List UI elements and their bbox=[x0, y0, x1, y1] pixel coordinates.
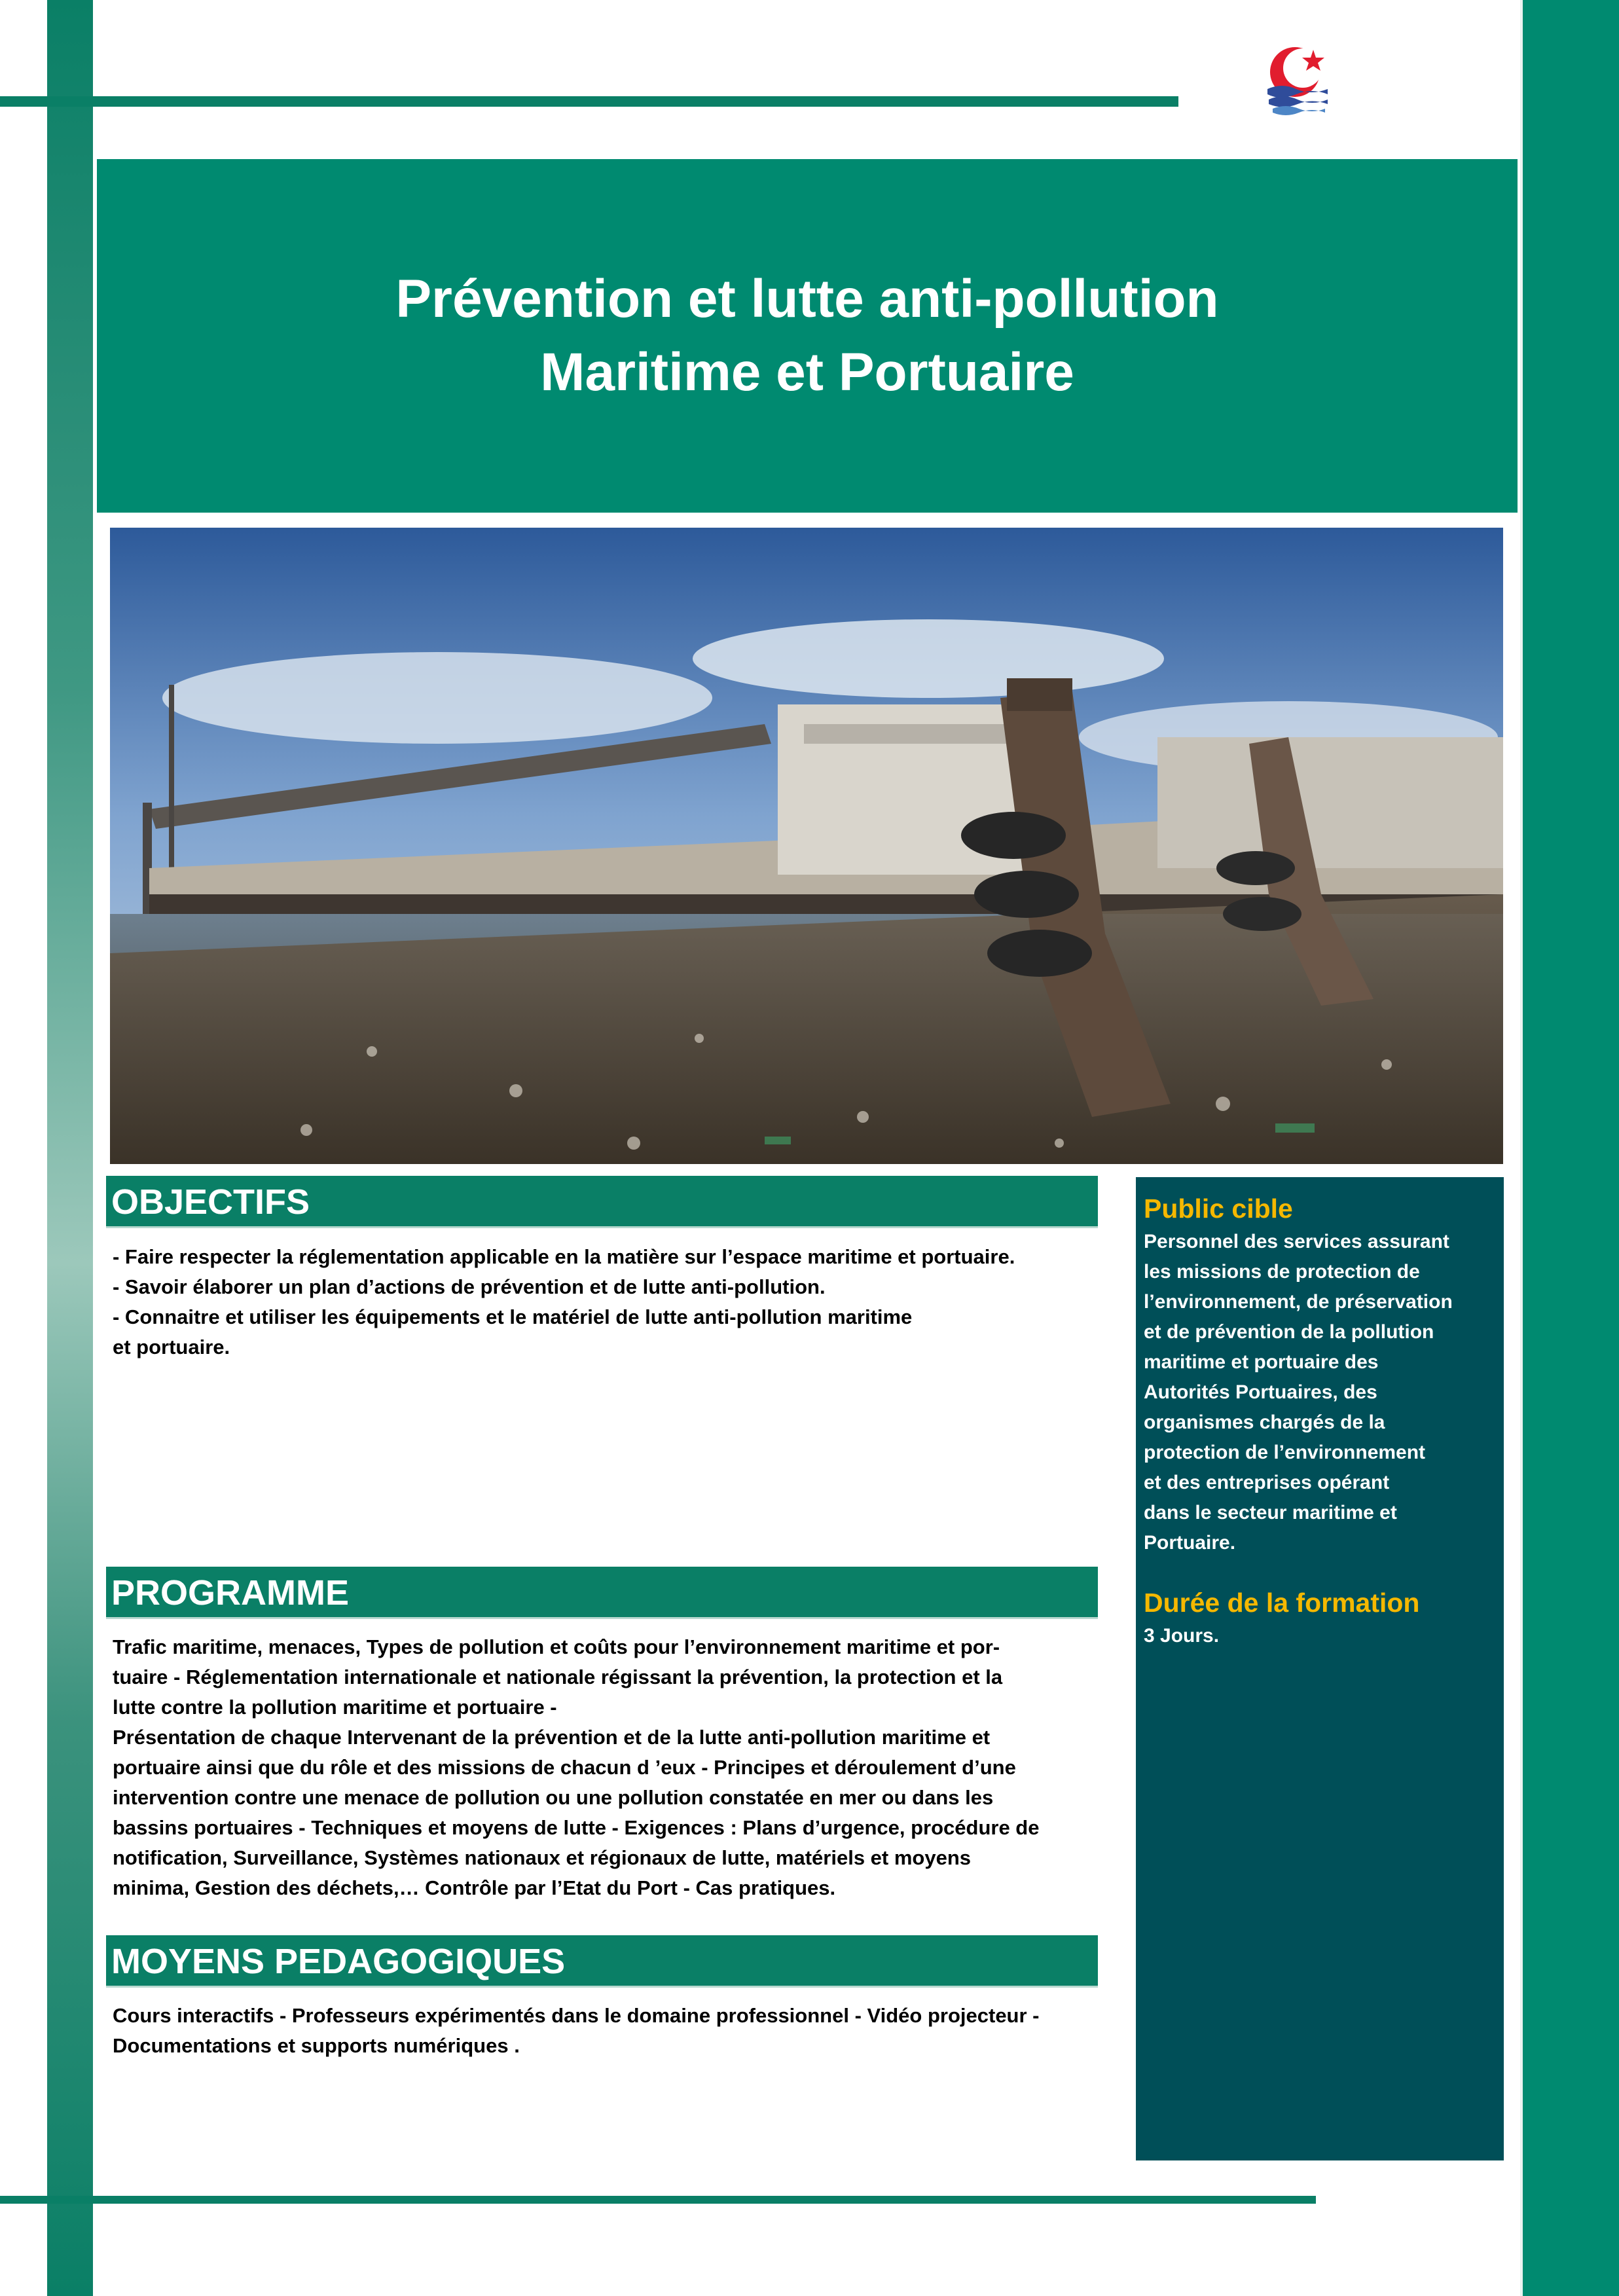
programme-line: portuaire ainsi que du rôle et des missions de chacun d ’eux - Principes et déroulement d’une bbox=[113, 1756, 1016, 1779]
public-cible-line: et des entreprises opérant bbox=[1144, 1472, 1390, 1493]
public-cible-line: maritime et portuaire des bbox=[1144, 1351, 1379, 1373]
programme-line: lutte contre la pollution maritime et portuaire - bbox=[113, 1696, 557, 1719]
objectifs-line: - Faire respecter la réglementation applicable en la matière sur l’espace maritime et portuaire. bbox=[113, 1245, 1015, 1268]
duree-heading: Durée de la formation bbox=[1144, 1588, 1420, 1618]
title-line-2: Maritime et Portuaire bbox=[540, 342, 1074, 402]
objectifs-text bbox=[113, 1242, 1015, 1362]
top-rule bbox=[0, 96, 1178, 107]
programme-line: minima, Gestion des déchets,… Contrôle par l’Etat du Port - Cas pratiques. bbox=[113, 1876, 836, 1899]
programme-line: tuaire - Réglementation internationale et nationale régissant la prévention, la protection et la bbox=[113, 1666, 1003, 1688]
left-decorative-bar bbox=[47, 0, 93, 2296]
programme-heading: PROGRAMME bbox=[106, 1567, 1098, 1619]
port-logo-icon bbox=[1262, 41, 1334, 119]
bottom-rule bbox=[0, 2196, 1316, 2204]
objectifs-line: - Savoir élaborer un plan d’actions de prévention et de lutte anti-pollution. bbox=[113, 1275, 826, 1298]
programme-line: bassins portuaires - Techniques et moyens de lutte - Exigences : Plans d’urgence, procédure de bbox=[113, 1816, 1040, 1839]
programme-line: Présentation de chaque Intervenant de la prévention et de la lutte anti-pollution maritime et bbox=[113, 1726, 991, 1749]
programme-text bbox=[113, 1632, 1039, 1903]
public-cible-line: et de prévention de la pollution bbox=[1144, 1321, 1434, 1343]
side-panel bbox=[1136, 1177, 1504, 2160]
title-line-1: Prévention et lutte anti-pollution bbox=[395, 269, 1219, 329]
moyens-heading: MOYENS PEDAGOGIQUES bbox=[106, 1935, 1098, 1988]
moyens-line: Documentations et supports numériques . bbox=[113, 2034, 520, 2057]
public-cible-line: Autorités Portuaires, des bbox=[1144, 1381, 1377, 1403]
public-cible-line: Portuaire. bbox=[1144, 1532, 1236, 1554]
duree-value: 3 Jours. bbox=[1144, 1625, 1220, 1647]
public-cible-line: Personnel des services assurant bbox=[1144, 1231, 1449, 1252]
public-cible-line: les missions de protection de bbox=[1144, 1261, 1420, 1283]
public-cible-line: protection de l’environnement bbox=[1144, 1442, 1426, 1463]
public-cible-text bbox=[1144, 1227, 1496, 1558]
programme-line: notification, Surveillance, Systèmes nationaux et régionaux de lutte, matériels et moyens bbox=[113, 1846, 972, 1869]
programme-line: intervention contre une menace de pollution ou une pollution constatée en mer ou dans les bbox=[113, 1786, 994, 1809]
objectifs-heading: OBJECTIFS bbox=[106, 1176, 1098, 1228]
public-cible-heading: Public cible bbox=[1144, 1194, 1293, 1224]
public-cible-line: l’environnement, de préservation bbox=[1144, 1291, 1453, 1313]
polluted-harbor-photo bbox=[110, 528, 1503, 1164]
title-banner bbox=[97, 159, 1518, 513]
moyens-line: Cours interactifs - Professeurs expérimentés dans le domaine professionnel - Vidéo projecteur - bbox=[113, 2004, 1040, 2027]
objectifs-line: et portuaire. bbox=[113, 1336, 230, 1358]
programme-line: Trafic maritime, menaces, Types de pollution et coûts pour l’environnement maritime et por- bbox=[113, 1635, 1000, 1658]
right-decorative-bar bbox=[1520, 0, 1619, 2296]
public-cible-line: organismes chargés de la bbox=[1144, 1412, 1385, 1433]
moyens-text bbox=[113, 2001, 1040, 2061]
objectifs-line: - Connaitre et utiliser les équipements et le matériel de lutte anti-pollution maritime bbox=[113, 1305, 913, 1328]
public-cible-line: dans le secteur maritime et bbox=[1144, 1502, 1397, 1523]
